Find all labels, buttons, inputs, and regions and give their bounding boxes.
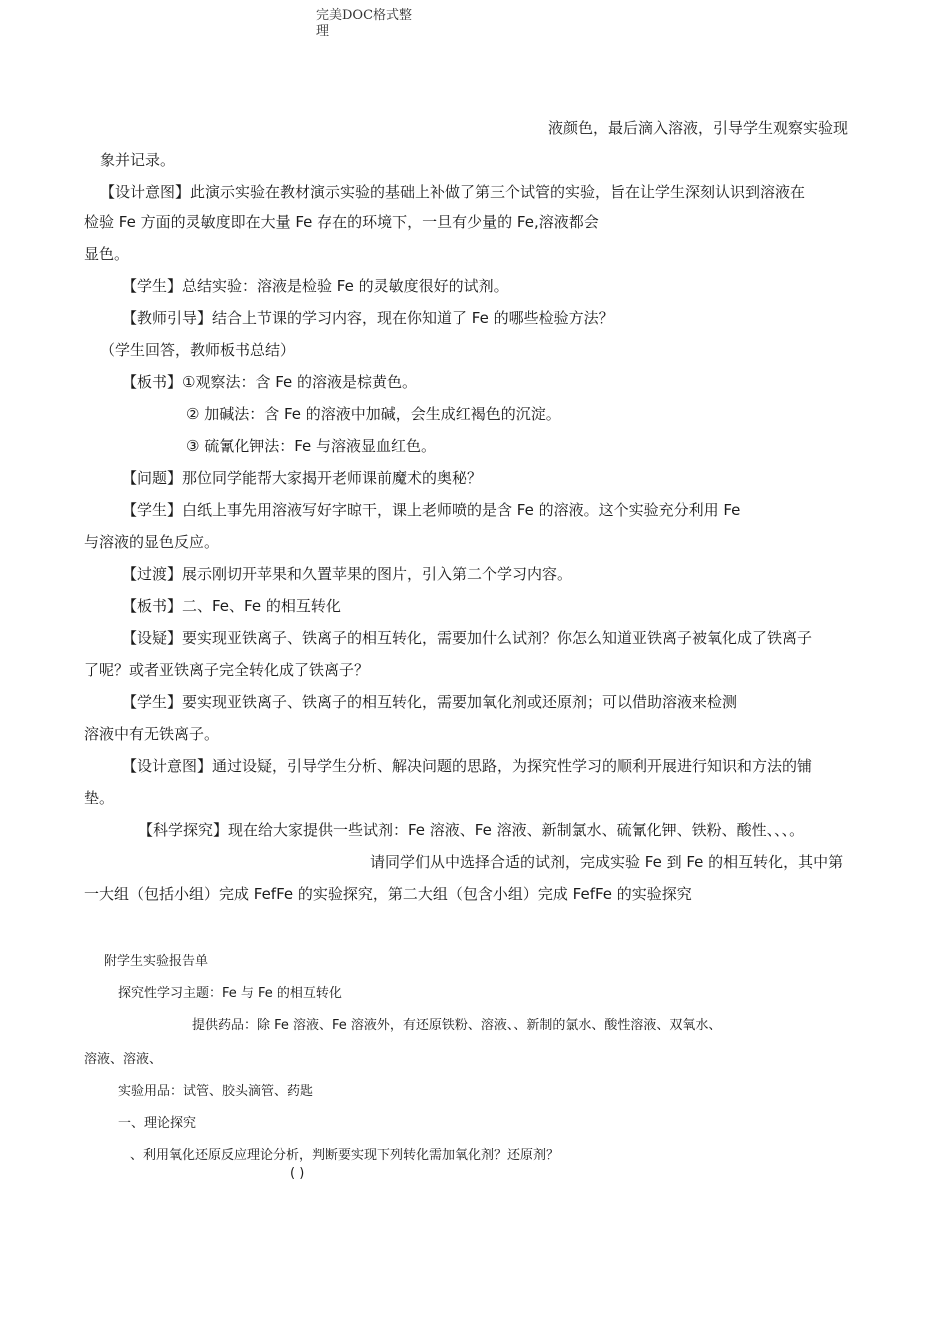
appendix-line: 实验用品：试管、胶头滴管、药匙 [118,1084,314,1099]
paragraph-line: 溶液中有无铁离子。 [84,725,220,743]
paragraph-line: 【学生】总结实验：溶液是检验 Fe 的灵敏度很好的试剂。 [122,277,509,295]
paragraph-line: 请同学们从中选择合适的试剂，完成实验 Fe 到 Fe 的相互转化，其中第 [370,853,844,871]
appendix-line: 、利用氧化还原反应理论分析，判断要实现下列转化需加氧化剂？还原剂？ [130,1148,560,1163]
paragraph-line: 【学生】白纸上事先用溶液写好字晾干，课上老师喷的是含 Fe 的溶液。这个实验充分利用 Fe [122,501,741,519]
paragraph-line: 象并记录。 [100,151,176,169]
paragraph-line: 垫。 [84,789,115,807]
paragraph-line: 液颜色，最后滴入溶液，引导学生观察实验现 [548,119,849,137]
paragraph-line: 【教师引导】结合上节课的学习内容，现在你知道了 Fe 的哪些检验方法？ [122,309,614,327]
answer-blank: ( ) [290,1166,305,1181]
appendix-line: 溶液、溶液、 [84,1052,163,1067]
paragraph-line: 【科学探究】现在给大家提供一些试剂：Fe 溶液、Fe 溶液、新制氯水、硫氰化钾、铁粉、酸性、、、。 [138,821,805,839]
paragraph-line: （学生回答，教师板书总结） [100,341,296,359]
paragraph-line: 【过渡】展示刚切开苹果和久置苹果的图片，引入第二个学习内容。 [122,565,573,583]
paragraph-line: 与溶液的显色反应。 [84,533,220,551]
paragraph-line: 显色。 [84,245,130,263]
appendix-line: 提供药品：除 Fe 溶液、Fe 溶液外，有还原铁粉、溶液、、新制的氯水、酸性溶液、双氧水、 [192,1018,722,1033]
board-note-line: 【板书】①观察法：含 Fe 的溶液是棕黄色。 [122,373,418,391]
appendix-line: 探究性学习主题：Fe 与 Fe 的相互转化 [118,986,342,1001]
paragraph-line: 了呢？或者亚铁离子完全转化成了铁离子？ [84,661,370,679]
appendix-section-heading: 一、理论探究 [118,1116,197,1131]
board-note-line: ② 加碱法：含 Fe 的溶液中加碱，会生成红褐色的沉淀。 [186,405,561,423]
paragraph-line: 检验 Fe 方面的灵敏度即在大量 Fe 存在的环境下，一旦有少量的 Fe,溶液都会 [84,213,599,231]
appendix-title: 附学生实验报告单 [104,954,209,969]
header-title: 完美DOC格式整 [316,8,413,23]
header-title-continued: 理 [316,24,330,39]
paragraph-line: 【板书】二、Fe、Fe 的相互转化 [122,597,341,615]
paragraph-line: 【学生】要实现亚铁离子、铁离子的相互转化，需要加氧化剂或还原剂；可以借助溶液来检测 [122,693,738,711]
paragraph-line: 【设计意图】通过设疑，引导学生分析、解决问题的思路，为探究性学习的顺利开展进行知识和方法的铺 [122,757,813,775]
paragraph-line: 【设疑】要实现亚铁离子、铁离子的相互转化，需要加什么试剂？你怎么知道亚铁离子被氧化成了铁离子 [122,629,813,647]
paragraph-line: 【问题】那位同学能帮大家揭开老师课前魔术的奥秘？ [122,469,483,487]
paragraph-line: 一大组（包括小组）完成 FefFe 的实验探究，第二大组（包含小组）完成 FefFe 的实验探究 [84,885,692,903]
paragraph-line: 【设计意图】此演示实验在教材演示实验的基础上补做了第三个试管的实验，旨在让学生深刻认识到溶液在 [100,183,806,201]
board-note-line: ③ 硫氰化钾法：Fe 与溶液显血红色。 [186,437,437,455]
